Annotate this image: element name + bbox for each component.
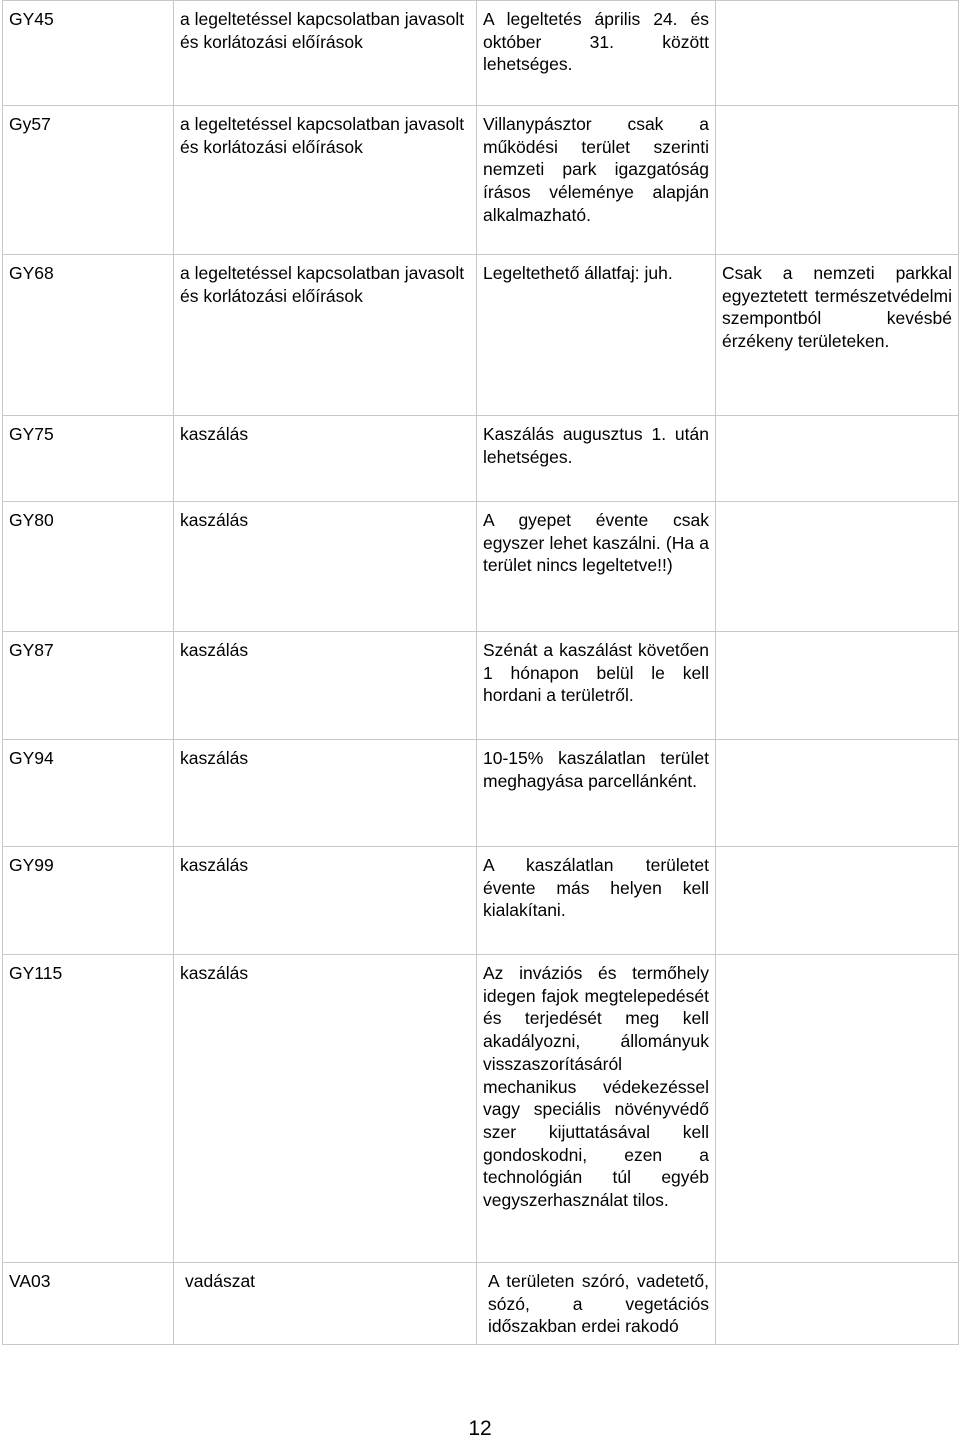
row-type: a legeltetéssel kapcsolatban javasolt és korlátozási előírások <box>174 255 477 416</box>
table-row <box>3 106 959 255</box>
row-code: VA03 <box>3 1263 174 1345</box>
table-row <box>3 955 959 1263</box>
row-rule: Kaszálás augusztus 1. után lehetséges. <box>477 416 716 502</box>
row-note <box>716 847 959 955</box>
row-note <box>716 740 959 847</box>
row-note <box>716 1 959 106</box>
row-type: vadászat <box>174 1263 477 1345</box>
row-code: GY45 <box>3 1 174 106</box>
row-type: kaszálás <box>174 847 477 955</box>
row-note: Csak a nemzeti parkkal egyeztetett természetvédelmi szempontból kevésbé érzékeny területeken. <box>716 255 959 416</box>
row-code: GY99 <box>3 847 174 955</box>
table-row <box>3 632 959 740</box>
table-row <box>3 1 959 106</box>
table-row <box>3 740 959 847</box>
row-note <box>716 955 959 1263</box>
row-type: a legeltetéssel kapcsolatban javasolt és korlátozási előírások <box>174 1 477 106</box>
row-type: kaszálás <box>174 740 477 847</box>
table-row <box>3 255 959 416</box>
table-row <box>3 1263 959 1345</box>
row-note <box>716 502 959 632</box>
row-rule: Villanypásztor csak a működési terület szerinti nemzeti park igazgatóság írásos véleménye alapján alkalmazható. <box>477 106 716 255</box>
row-code: GY80 <box>3 502 174 632</box>
row-note <box>716 106 959 255</box>
row-note <box>716 632 959 740</box>
row-rule: 10-15% kaszálatlan terület meghagyása parcellánként. <box>477 740 716 847</box>
row-code: Gy57 <box>3 106 174 255</box>
table-row <box>3 502 959 632</box>
table-row <box>3 416 959 502</box>
row-type: kaszálás <box>174 955 477 1263</box>
row-rule: A területen szóró, vadetető, sózó, a vegetációs időszakban erdei rakodó <box>477 1263 716 1345</box>
row-rule: A kaszálatlan területet évente más helyen kell kialakítani. <box>477 847 716 955</box>
row-type: kaszálás <box>174 632 477 740</box>
row-code: GY87 <box>3 632 174 740</box>
page-number: 12 <box>468 1417 492 1440</box>
row-code: GY94 <box>3 740 174 847</box>
row-type: a legeltetéssel kapcsolatban javasolt és korlátozási előírások <box>174 106 477 255</box>
row-code: GY115 <box>3 955 174 1263</box>
prescriptions-table <box>2 0 959 1345</box>
row-code: GY75 <box>3 416 174 502</box>
row-type: kaszálás <box>174 416 477 502</box>
row-note <box>716 1263 959 1345</box>
row-rule: Az inváziós és termőhely idegen fajok megtelepedését és terjedését meg kell akadályozni, állományuk visszaszorításáról mechanikus védekezéssel vagy speciális növényvédő szer kijuttatásával kell gondoskodni, ezen a technológián túl egyéb vegyszerhasználat tilos. <box>477 955 716 1263</box>
table-row <box>3 847 959 955</box>
row-rule: A gyepet évente csak egyszer lehet kaszálni. (Ha a terület nincs legeltetve!!) <box>477 502 716 632</box>
row-note <box>716 416 959 502</box>
row-rule: Szénát a kaszálást követően 1 hónapon belül le kell hordani a területről. <box>477 632 716 740</box>
row-code: GY68 <box>3 255 174 416</box>
row-rule: A legeltetés április 24. és október 31. között lehetséges. <box>477 1 716 106</box>
row-type: kaszálás <box>174 502 477 632</box>
row-rule: Legeltethető állatfaj: juh. <box>477 255 716 416</box>
